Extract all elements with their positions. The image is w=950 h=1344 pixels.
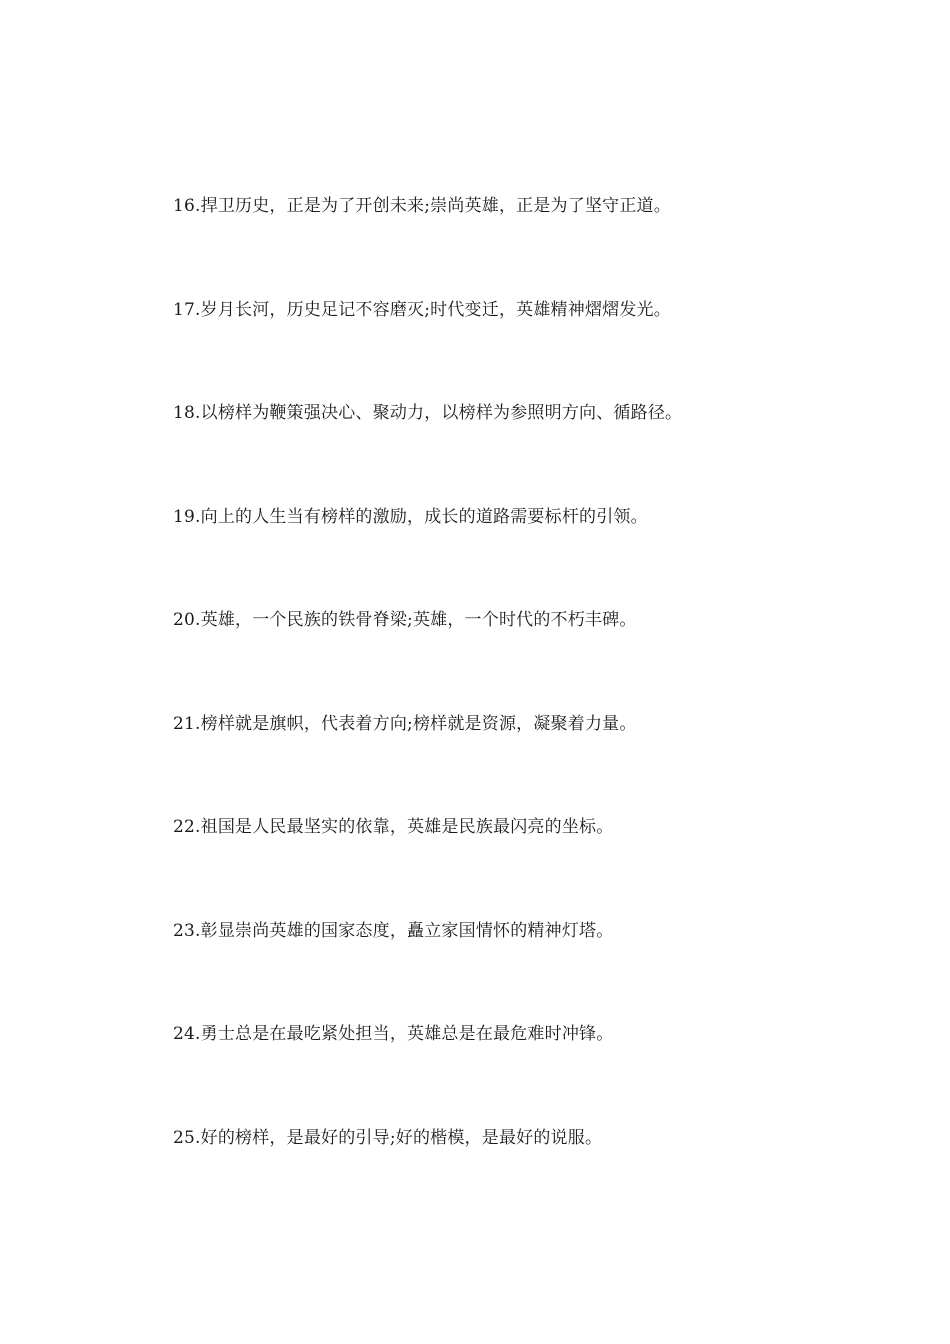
paragraph-23: 23.彰显崇尚英雄的国家态度，矗立家国情怀的精神灯塔。 <box>173 921 614 941</box>
paragraph-16: 16.捍卫历史，正是为了开创未来;崇尚英雄，正是为了坚守正道。 <box>173 196 671 216</box>
paragraph-22: 22.祖国是人民最坚实的依靠，英雄是民族最闪亮的坐标。 <box>173 817 614 837</box>
paragraph-20: 20.英雄，一个民族的铁骨脊梁;英雄，一个时代的不朽丰碑。 <box>173 610 637 630</box>
paragraph-21: 21.榜样就是旗帜，代表着方向;榜样就是资源，凝聚着力量。 <box>173 714 637 734</box>
paragraph-19: 19.向上的人生当有榜样的激励，成长的道路需要标杆的引领。 <box>173 507 648 527</box>
paragraph-25: 25.好的榜样，是最好的引导;好的楷模，是最好的说服。 <box>173 1128 603 1148</box>
paragraph-17: 17.岁月长河，历史足记不容磨灭;时代变迁，英雄精神熠熠发光。 <box>173 300 671 320</box>
paragraph-18: 18.以榜样为鞭策强决心、聚动力，以榜样为参照明方向、循路径。 <box>173 403 683 423</box>
paragraph-24: 24.勇士总是在最吃紧处担当，英雄总是在最危难时冲锋。 <box>173 1024 614 1044</box>
